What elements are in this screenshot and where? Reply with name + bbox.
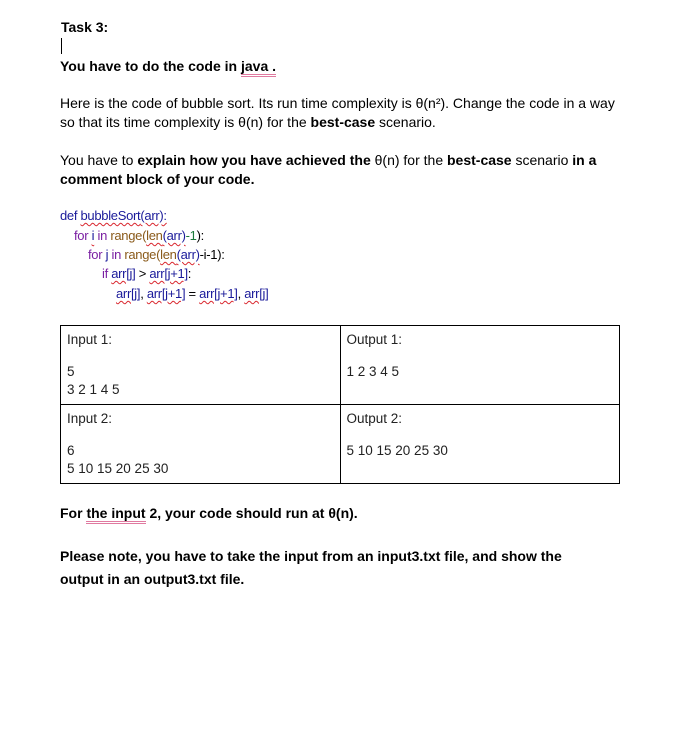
p2-l1-mid: θ(n) for the (374, 152, 447, 168)
note-file-line-2: output in an output3.txt file. (60, 571, 245, 587)
code-def-keyword: def (60, 208, 81, 223)
output-1-line-1: 1 2 3 4 5 (346, 364, 400, 379)
input-1-line-1: 5 (67, 364, 75, 379)
note-input-2-underlined: the input (86, 505, 145, 524)
p1-l2-bold: best-case (310, 114, 376, 130)
code-arr-j: arr[j] (111, 266, 136, 281)
code-end: ): (196, 228, 204, 243)
input-1-label: Input 1: (67, 332, 113, 347)
note-input-2-prefix: For (60, 505, 87, 521)
paragraph-2-line-2: comment block of your code. (60, 171, 255, 187)
p2-l1-bold: explain how you have achieved the (137, 152, 375, 168)
p1-l2-suffix: scenario. (375, 114, 436, 130)
code-end: : (187, 266, 192, 281)
output-2-line-1: 5 10 15 20 25 30 (346, 443, 448, 458)
p2-l1-mid2: scenario (511, 152, 573, 168)
code-comma: , (140, 286, 147, 301)
input-2-line-1: 6 (67, 443, 75, 458)
code-in-keyword: in (108, 247, 125, 262)
code-line-5 (116, 286, 268, 301)
java-requirement (60, 57, 276, 76)
code-gt: > (135, 266, 150, 281)
code-line-1 (60, 208, 167, 223)
input-1-line-2: 3 2 1 4 5 (67, 382, 120, 397)
code-equals: = (185, 286, 200, 301)
code-minus-i-1: -i-1 (199, 247, 218, 262)
java-requirement-prefix: You have to do the code in (60, 58, 241, 74)
code-arr-j1: arr[j+1] (146, 286, 186, 301)
output-1-cell (340, 326, 620, 405)
input-2-line-2: 5 10 15 20 25 30 (67, 461, 169, 476)
code-arr: (arr) (176, 247, 200, 262)
code-number: -1 (185, 228, 197, 243)
code-arr: (arr) (162, 228, 186, 243)
paragraph-2-line-1 (60, 151, 596, 170)
java-word: java . (241, 58, 276, 77)
code-for-keyword: for (74, 228, 92, 243)
code-range: range( (110, 228, 147, 243)
p2-l1-prefix: You have to (60, 152, 138, 168)
code-if-keyword: if (102, 266, 112, 281)
code-end: ): (217, 247, 225, 262)
output-1-label: Output 1: (346, 332, 403, 347)
code-len: len (160, 247, 177, 262)
code-for-keyword: for (88, 247, 106, 262)
code-arr-j: arr[j] (244, 286, 269, 301)
code-arr-j1: arr[j+1] (149, 266, 188, 281)
code-arr-j1: arr[j+1] (199, 286, 238, 301)
io-table (60, 325, 620, 484)
input-2-label: Input 2: (67, 411, 113, 426)
input-2-cell (61, 405, 341, 484)
code-line-4 (102, 266, 191, 281)
note-file-line-1: Please note, you have to take the input from an input3.txt file, and show the (60, 548, 562, 564)
output-2-label: Output 2: (346, 411, 403, 426)
code-function-args: (arr): (140, 208, 167, 223)
code-comma: , (237, 286, 245, 301)
table-row (61, 405, 620, 484)
table-row (61, 326, 620, 405)
code-arr-j: arr[j] (116, 286, 141, 301)
note-input-2-suffix: 2, your code should run at θ(n). (145, 505, 358, 521)
code-var-j: j (105, 247, 109, 262)
code-len: len (146, 228, 163, 243)
code-line-3 (88, 247, 225, 262)
code-line-2 (74, 228, 204, 243)
task-title: Task 3: (61, 19, 109, 35)
code-function-name: bubbleSort (80, 208, 141, 223)
p1-l2-prefix: so that its time complexity is θ(n) for the (60, 114, 311, 130)
code-in-keyword: in (94, 228, 111, 243)
p2-l1-bold3: in a (572, 152, 597, 168)
paragraph-1-line-1: Here is the code of bubble sort. Its run time complexity is θ(n²). Change the code in a way (60, 95, 615, 111)
code-var-i: i (91, 228, 95, 243)
output-2-cell (340, 405, 620, 484)
paragraph-1-line-2 (60, 113, 436, 132)
p2-l1-bold2: best-case (447, 152, 512, 168)
code-range: range( (124, 247, 161, 262)
input-1-cell (61, 326, 341, 405)
text-cursor (61, 38, 62, 54)
note-input-2 (60, 504, 358, 523)
